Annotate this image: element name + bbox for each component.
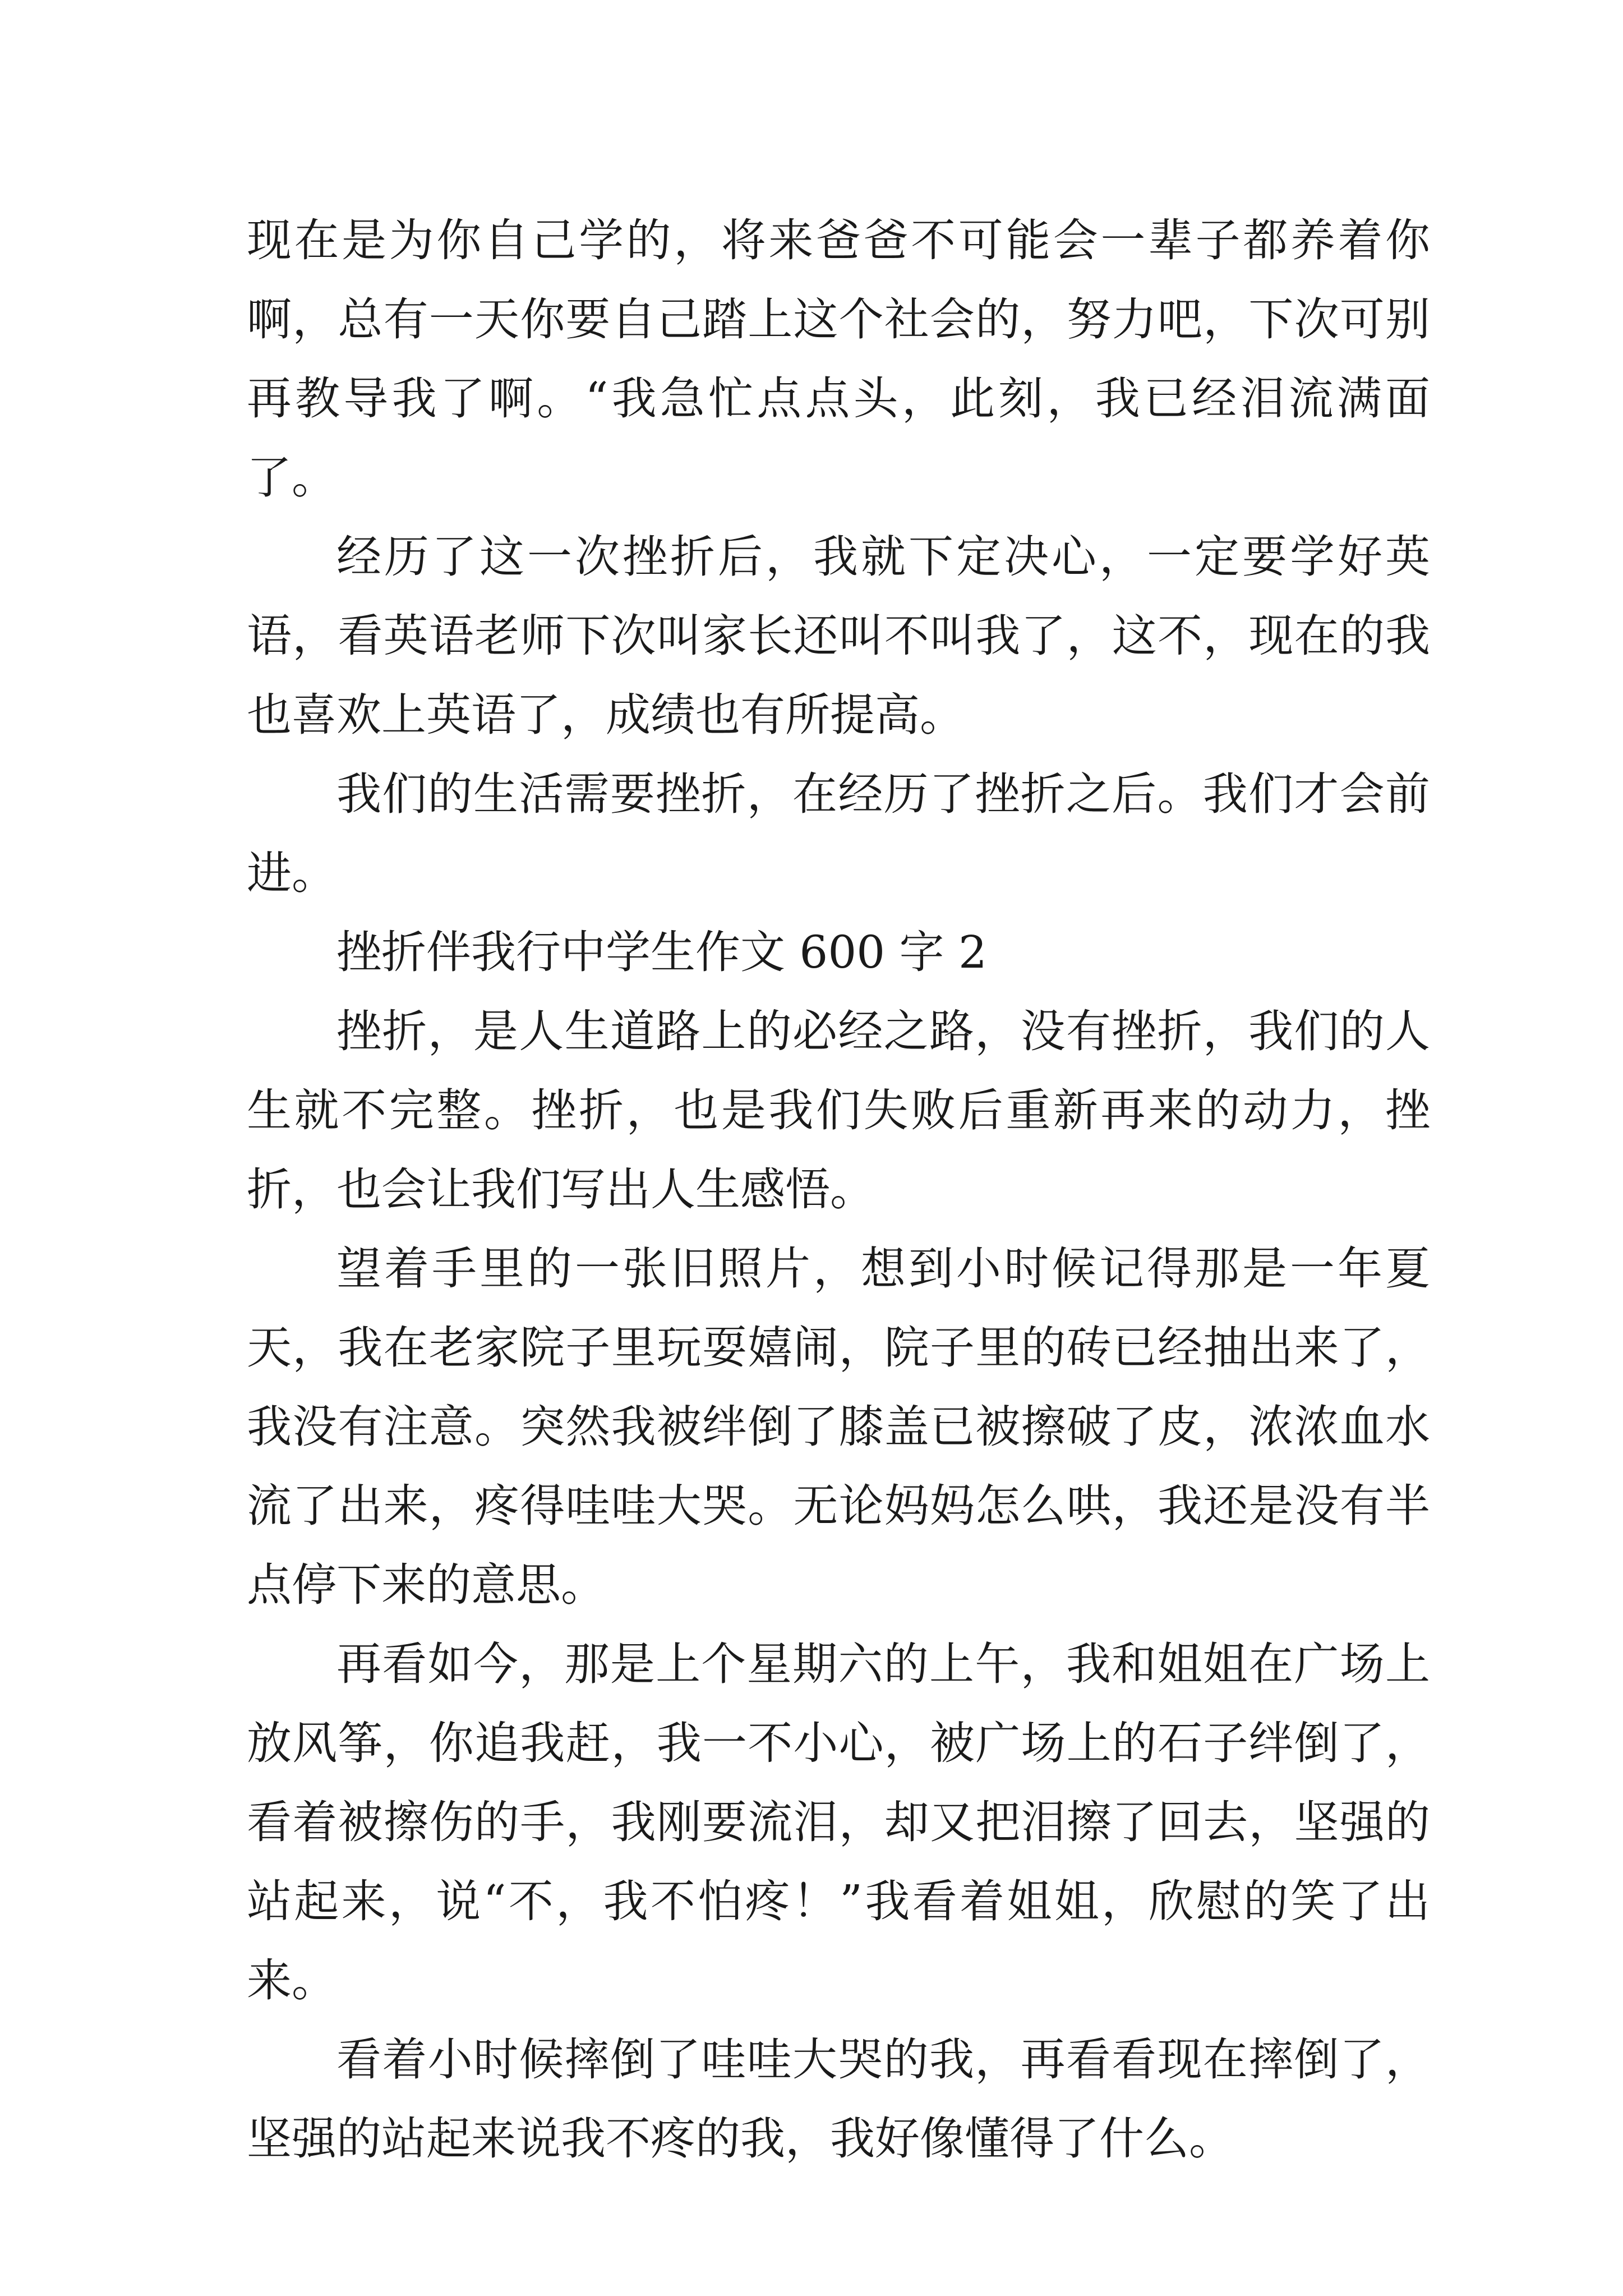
paragraph-7: 再看如今，那是上个星期六的上午，我和姐姐在广场上放风筝，你追我赶，我一不小心，被广场上的石子绊倒了，看着被擦伤的手，我刚要流泪，却又把泪擦了回去，坚强的站起来，说“不，我不怕疼！”我看着姐姐，欣慰的笑了出来。: [247, 1638, 1430, 2007]
paragraph-8: 看着小时候摔倒了哇哇大哭的我，再看看现在摔倒了，坚强的站起来说我不疼的我，我好像懂得了什么。: [247, 2033, 1430, 2165]
paragraph-3: 我们的生活需要挫折，在经历了挫折之后。我们才会前进。: [247, 768, 1430, 899]
paragraph-6: 望着手里的一张旧照片，想到小时候记得那是一年夏天，我在老家院子里玩耍嬉闹，院子里的砖已经抽出来了，我没有注意。突然我被绊倒了膝盖已被擦破了皮，浓浓血水流了出来，疼得哇哇大哭。无论妈妈怎么哄，我还是没有半点停下来的意思。: [247, 1243, 1430, 1611]
section-heading: 挫折伴我行中学生作文 600 字 2: [336, 926, 987, 978]
paragraph-1: 现在是为你自己学的，将来爸爸不可能会一辈子都养着你啊，总有一天你要自己踏上这个社会的，努力吧，下次可别再教导我了啊。“我急忙点点头，此刻，我已经泪流满面了。: [247, 214, 1430, 504]
paragraph-2: 经历了这一次挫折后，我就下定决心，一定要学好英语，看英语老师下次叫家长还叫不叫我了，这不，现在的我也喜欢上英语了，成绩也有所提高。: [247, 531, 1430, 741]
paragraph-5: 挫折，是人生道路上的必经之路，没有挫折，我们的人生就不完整。挫折，也是我们失败后重新再来的动力，挫折，也会让我们写出人生感悟。: [247, 1005, 1430, 1216]
document-body: [247, 201, 1430, 2178]
